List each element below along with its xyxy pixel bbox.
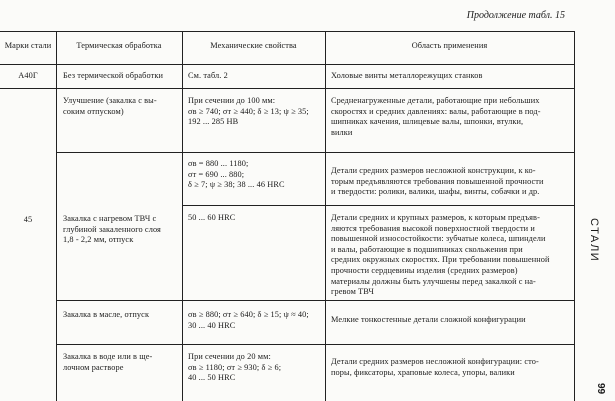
section-side-label: СТАЛИ [588,218,600,263]
heat-treatment-line: соким отпуском) [63,106,124,116]
page-number: 99 [595,383,606,395]
application-line: скоростях и средних давлениях: валы, работающие в под- [331,106,541,116]
mech-properties-line: σт = 690 ... 880; [188,169,245,179]
application-line: Средненагруженные детали, работающие при небольших [331,96,540,105]
application-line: повышенной износостойкости: зубчатые колеса, шпиндели [331,234,546,244]
mech-properties-line: 50 ... 60 HRC [188,213,236,222]
header-application: Область применения [411,41,488,50]
application-line: материалы должны быть улучшены перед закалкой с на- [331,276,536,286]
mech-properties-line: δ ≥ 7; ψ ≥ 38; 38 ... 46 HRC [188,180,285,190]
grade-cell: 45 [23,215,33,224]
mech-properties-line: 40 ... 50 HRC [188,373,236,383]
application-line: ляются требования высокой поверхностной твердости и [331,223,535,233]
heat-treatment-line: Закалка в масле, отпуск [63,310,150,319]
row-divider [56,152,574,153]
heat-treatment-line: 1,8 - 2,2 мм, отпуск [63,235,134,245]
mech-properties-line: При сечении до 20 мм: [188,352,271,361]
header-heat-treatment: Термическая обработка [76,41,162,50]
heat-treatment-line: Закалка в воде или в ще- [63,352,153,361]
heat-treatment-line: глубиной закаленного слоя [63,224,161,234]
mech-properties-line: При сечении до 100 мм: [188,96,276,105]
row-divider [0,88,574,89]
mech-properties-line: σв ≥ 740; σт ≥ 440; δ ≥ 13; ψ ≥ 35; [188,106,309,116]
heat-treatment-line: Улучшение (закалка с вы- [63,96,157,105]
application-cell: Холовые винты металлорежущих станков [331,71,483,80]
row-divider [182,205,574,206]
application-line: Детали средних размеров несложной конфигурации: сто- [331,357,539,366]
application-line: Детали средних и крупных размеров, к которым предъяв- [331,213,540,222]
heat-treatment-line: лочном растворе [63,362,124,372]
application-line: средних окружных скоростях. При требовании повышенной [331,255,550,265]
mech-properties-cell: См. табл. 2 [188,71,228,80]
header-mechanical-properties: Механические свойства [210,41,297,50]
application-line: шипниках качения, шлицевые валы, шпонки, втулки, [331,117,524,127]
mech-properties-line: σв ≥ 1180; σт ≥ 930; δ ≥ 6; [188,362,282,372]
application-line: Детали средних размеров несложной конструкции, к ко- [331,166,536,175]
heat-treatment-line: Закалка с нагревом ТВЧ с [63,214,157,223]
application-line: Мелкие тонкостенные детали сложной конфигурации [331,315,526,324]
application-line: и твердости: ролики, валики, шафы, винты, собачки и др. [331,187,540,197]
application-line: вилки [331,127,353,137]
mech-properties-line: 192 ... 285 HB [188,117,239,127]
application-line: гревом ТВЧ [331,287,374,297]
application-line: торым предъявляются требования повышенной прочности [331,176,544,186]
application-line: поры, фиксаторы, храповые колеса, упоры, валики [331,367,515,377]
row-divider [56,344,574,345]
mech-properties-line: σв = 880 ... 1180; [188,159,249,168]
application-line: прочности сердцевины изделия (средних размеров) [331,266,518,275]
header-grade: Марки стали [4,41,52,50]
header-divider [0,64,574,65]
continuation-label: Продолжение табл. 15 [466,10,565,21]
mech-properties-line: 30 ... 40 HRC [188,320,236,330]
grade-cell: А40Г [18,71,38,80]
mech-properties-line: σв ≥ 880; σт ≥ 640; δ ≥ 15; ψ ≈ 40; [188,310,309,319]
application-line: и валы, работающие в подшипниках скольжения при [331,244,523,254]
heat-treatment-cell: Без термической обработки [63,71,163,80]
steel-table [0,31,575,401]
row-divider [56,300,574,301]
